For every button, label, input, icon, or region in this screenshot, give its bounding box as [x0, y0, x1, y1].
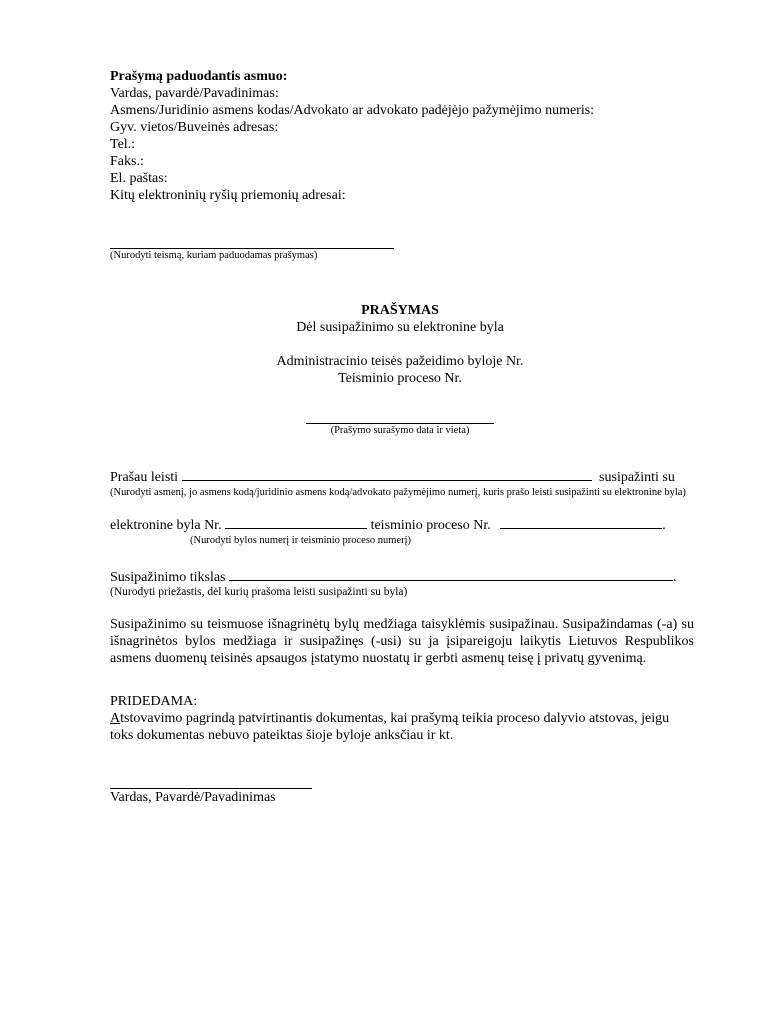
request-person-blank[interactable] — [182, 467, 592, 481]
field-name: Vardas, pavardė/Pavadinimas: — [110, 86, 279, 101]
applicant-heading: Prašymą paduodantis asmuo: — [110, 69, 288, 84]
purpose-line — [110, 567, 694, 586]
purpose-section — [110, 567, 694, 599]
document-title: PRAŠYMAS — [361, 303, 439, 318]
court-section — [110, 234, 694, 262]
document-subtitle: Dėl susipažinimo su elektronine byla — [296, 320, 504, 335]
field-address: Gyv. vietos/Buveinės adresas: — [110, 120, 279, 135]
case-label: elektronine byla Nr. — [110, 518, 222, 533]
date-place-section — [110, 409, 690, 437]
purpose-blank[interactable] — [229, 567, 673, 581]
date-place-hint: (Prašymo surašymo data ir vieta) — [330, 425, 470, 436]
field-fax: Faks.: — [110, 154, 144, 169]
case-number-blank[interactable] — [225, 515, 367, 529]
case-number-line: Administracinio teisės pažeidimo byloje Nr. — [276, 354, 524, 369]
attachments-text: Atstovavimo pagrindą patvirtinantis dokumentas, kai prašymą teikia proceso dalyvio atstovas, jeigu toks dokumentas nebuvo pateiktas šioje byloje anksčiau ir kt. — [110, 711, 670, 743]
signature-label: Vardas, Pavardė/Pavadinimas — [110, 790, 276, 805]
attachments-section — [110, 693, 694, 744]
purpose-end: . — [673, 570, 677, 585]
field-other-addresses: Kitų elektroninių ryšių priemonių adresai: — [110, 188, 346, 203]
applicant-section — [110, 68, 694, 204]
request-prefix: Prašau leisti — [110, 470, 179, 485]
case-numbers-section — [110, 515, 694, 547]
court-line[interactable] — [110, 234, 394, 249]
field-email: El. paštas: — [110, 171, 168, 186]
purpose-label: Susipažinimo tikslas — [110, 570, 226, 585]
field-phone: Tel.: — [110, 137, 136, 152]
case-numbers-line — [110, 515, 694, 534]
court-hint: (Nurodyti teismą, kuriam paduodamas prašymas) — [110, 250, 318, 261]
attachments-heading: PRIDEDAMA: — [110, 694, 198, 709]
title-section — [110, 302, 690, 387]
request-hint: (Nurodyti asmenį, jo asmens kodą/juridinio asmens kodą/advokato pažymėjimo numerį, kuris prašo leisti susipažinti su elektronine byla) — [110, 487, 686, 498]
process-number-blank[interactable] — [500, 515, 662, 529]
date-place-line[interactable] — [306, 409, 494, 424]
statement-paragraph: Susipažinimo su teismuose išnagrinėtų bylų medžiaga taisyklėmis susipažinau. Susipažindamas (-a) su išnagrinėtos bylos medžiaga ir susipažinęs (-usi) su ja įsipareigoju laikytis Lietuvos Respublikos asmens duomenų teisinės apsaugos įstatymo nuostatų ir gerbti asmenų teisę į privatų gyvenimą. — [110, 617, 694, 666]
request-section — [110, 467, 694, 499]
document-page — [110, 68, 694, 806]
process-number-line: Teisminio proceso Nr. — [338, 371, 462, 386]
case-numbers-hint: (Nurodyti bylos numerį ir teisminio proceso numerį) — [190, 535, 412, 546]
purpose-hint: (Nurodyti priežastis, dėl kurių prašoma leisti susipažinti su byla) — [110, 586, 408, 598]
request-line — [110, 467, 694, 486]
signature-line[interactable] — [110, 774, 312, 789]
request-suffix: susipažinti su — [599, 470, 675, 485]
field-code: Asmens/Juridinio asmens kodas/Advokato ar advokato padėjėjo pažymėjimo numeris: — [110, 103, 595, 118]
signature-section — [110, 774, 694, 806]
process-label: teisminio proceso Nr. — [370, 518, 491, 533]
case-numbers-end: . — [662, 518, 666, 533]
